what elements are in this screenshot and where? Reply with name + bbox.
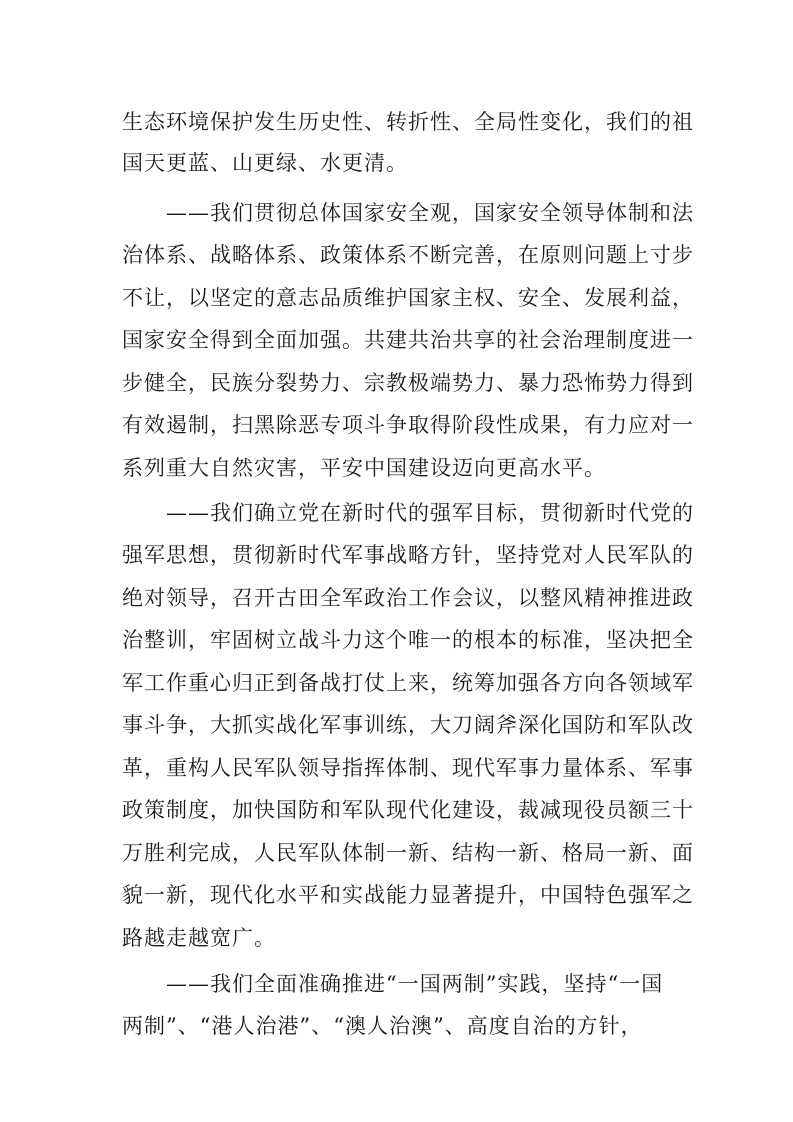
text-line: 强军思想，贯彻新时代军事战略方针，坚持党对人民军队的 xyxy=(122,543,694,567)
text-line: 革，重构人民军队领导指挥体制、现代军事力量体系、军事 xyxy=(122,756,694,780)
text-line: 有效遏制，扫黑除恶专项斗争取得阶段性成果，有力应对一 xyxy=(122,413,694,437)
text-line: 貌一新，现代化水平和实战能力显著提升，中国特色强军之 xyxy=(122,883,694,907)
text-line: 不让，以坚定的意志品质维护国家主权、安全、发展利益， xyxy=(122,286,694,310)
paragraph-start-line: ——我们贯彻总体国家安全观，国家安全领导体制和法 xyxy=(166,201,694,225)
text-line: 事斗争，大抓实战化军事训练，大刀阔斧深化国防和军队改 xyxy=(122,713,694,737)
text-line: 万胜利完成，人民军队体制一新、结构一新、格局一新、面 xyxy=(122,841,694,865)
text-line: 国家安全得到全面加强。共建共治共享的社会治理制度进一 xyxy=(122,328,694,352)
text-line: 军工作重心归正到备战打仗上来，统筹加强各方向各领域军 xyxy=(122,671,694,695)
text-line: 系列重大自然灾害，平安中国建设迈向更高水平。 xyxy=(122,456,606,480)
paragraph-start-line: ——我们全面准确推进“一国两制”实践，坚持“一国 xyxy=(166,972,664,996)
text-line: 国天更蓝、山更绿、水更清。 xyxy=(122,151,408,175)
text-line: 生态环境保护发生历史性、转折性、全局性变化，我们的祖 xyxy=(122,110,694,134)
text-line: 两制”、“港人治港”、“澳人治澳”、高度自治的方针， xyxy=(122,1014,643,1038)
text-line: 步健全，民族分裂势力、宗教极端势力、暴力恐怖势力得到 xyxy=(122,371,694,395)
text-line: 绝对领导，召开古田全军政治工作会议，以整风精神推进政 xyxy=(122,586,694,610)
text-line: 路越走越宽广。 xyxy=(122,926,276,950)
text-line: 治体系、战略体系、政策体系不断完善，在原则问题上寸步 xyxy=(122,243,694,267)
paragraph-start-line: ——我们确立党在新时代的强军目标，贯彻新时代党的 xyxy=(166,501,694,525)
text-line: 政策制度，加快国防和军队现代化建设，裁减现役员额三十 xyxy=(122,798,694,822)
text-line: 治整训，牢固树立战斗力这个唯一的根本的标准，坚决把全 xyxy=(122,628,694,652)
